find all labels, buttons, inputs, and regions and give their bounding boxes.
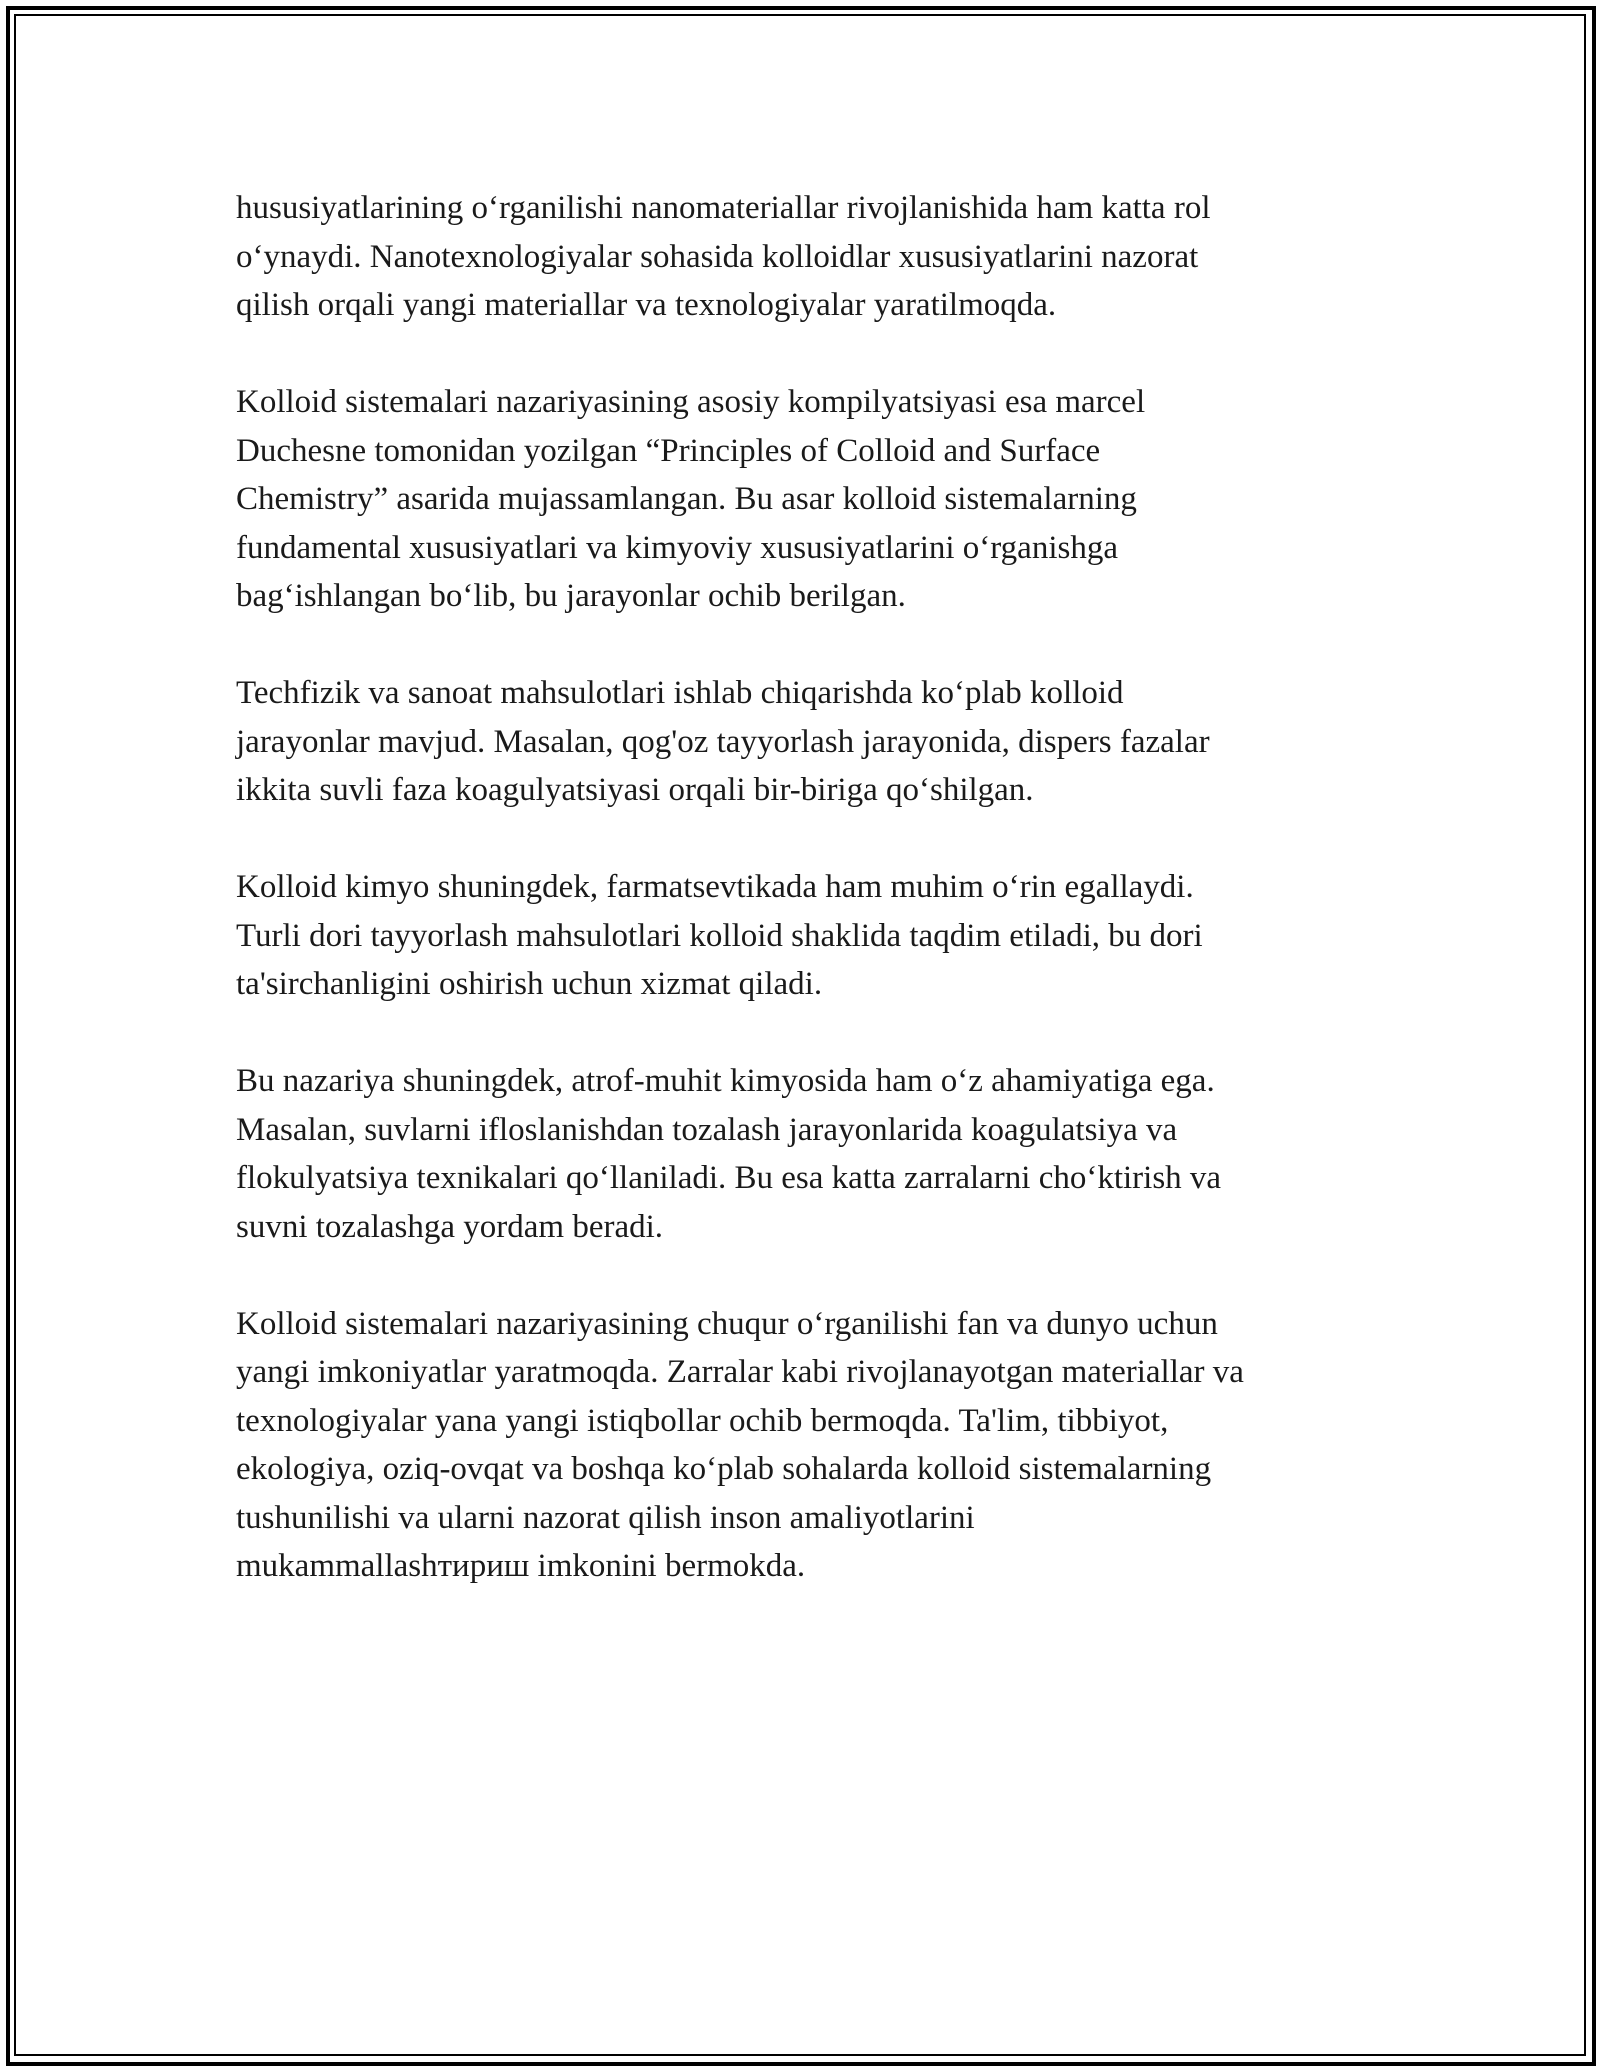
text-line: mukammallashтириш imkonini bermokda. xyxy=(236,1548,806,1584)
text-line: fundamental xususiyatlari va kimyoviy xususiyatlarini o‘rganishga xyxy=(236,529,1118,566)
text-line: ekologiya, oziq-ovqat va boshqa ko‘plab sohalarda kolloid sistemalarning xyxy=(236,1451,1212,1487)
text-line: Masalan, suvlarni ifloslanishdan tozalash jarayonlarida koagulatsiya va xyxy=(236,1111,1178,1148)
text-line: bag‘ishlangan bo‘lib, bu jarayonlar ochib berilgan. xyxy=(236,578,906,614)
text-line: texnologiyalar yana yangi istiqbollar ochib bermoqda. Ta'lim, tibbiyot, xyxy=(236,1402,1169,1439)
text-line: Chemistry” asarida mujassamlangan. Bu asar kolloid sistemalarning xyxy=(236,481,1137,517)
text-line: flokulyatsiya texnikalari qo‘llaniladi. Bu esa katta zarralarni cho‘ktirish va xyxy=(236,1160,1222,1196)
text-line: suvni tozalashga yordam beradi. xyxy=(236,1208,664,1245)
text-line: Techfizik va sanoat mahsulotlari ishlab chiqarishda ko‘plab kolloid xyxy=(236,675,1124,711)
text-line: o‘ynaydi. Nanotexnologiyalar sohasida kolloidlar xususiyatlarini nazorat xyxy=(236,238,1199,275)
text-line: Kolloid sistemalari nazariyasining asosiy kompilyatsiyasi esa marcel xyxy=(236,384,1146,420)
text-line: hususiyatlarining o‘rganilishi nanomateriallar rivojlanishida ham katta rol xyxy=(236,190,1211,226)
text-line: Bu nazariya shuningdek, atrof-muhit kimyosida ham o‘z ahamiyatiga ega. xyxy=(236,1063,1215,1099)
text-line: Duchesne tomonidan yozilgan “Principles of Colloid and Surface xyxy=(236,432,1101,469)
paragraph-3 xyxy=(236,669,1366,815)
text-line: Kolloid kimyo shuningdek, farmatsevtikada ham muhim o‘rin egallaydi. xyxy=(236,869,1194,905)
text-line: jarayonlar mavjud. Masalan, qog'oz tayyorlash jarayonida, dispers fazalar xyxy=(236,723,1210,760)
paragraph-2 xyxy=(236,378,1366,621)
document-body xyxy=(236,184,1366,1639)
text-line: Kolloid sistemalari nazariyasining chuqur o‘rganilishi fan va dunyo uchun xyxy=(236,1305,1218,1342)
paragraph-6 xyxy=(236,1300,1366,1591)
text-line: tushunilishi va ularni nazorat qilish inson amaliyotlarini xyxy=(236,1499,975,1536)
text-line: ikkita suvli faza koagulyatsiyasi orqali bir-biriga qo‘shilgan. xyxy=(236,772,1034,808)
paragraph-5 xyxy=(236,1057,1366,1251)
text-line: yangi imkoniyatlar yaratmoqda. Zarralar kabi rivojlanayotgan materiallar va xyxy=(236,1354,1244,1390)
text-line: qilish orqali yangi materiallar va texnologiyalar yaratilmoqda. xyxy=(236,287,1057,323)
paragraph-4 xyxy=(236,863,1366,1009)
text-line: Turli dori tayyorlash mahsulotlari kolloid shaklida taqdim etiladi, bu dori xyxy=(236,917,1203,954)
text-line: ta'sirchanligini oshirish uchun xizmat qiladi. xyxy=(236,966,823,1002)
paragraph-1 xyxy=(236,184,1366,330)
